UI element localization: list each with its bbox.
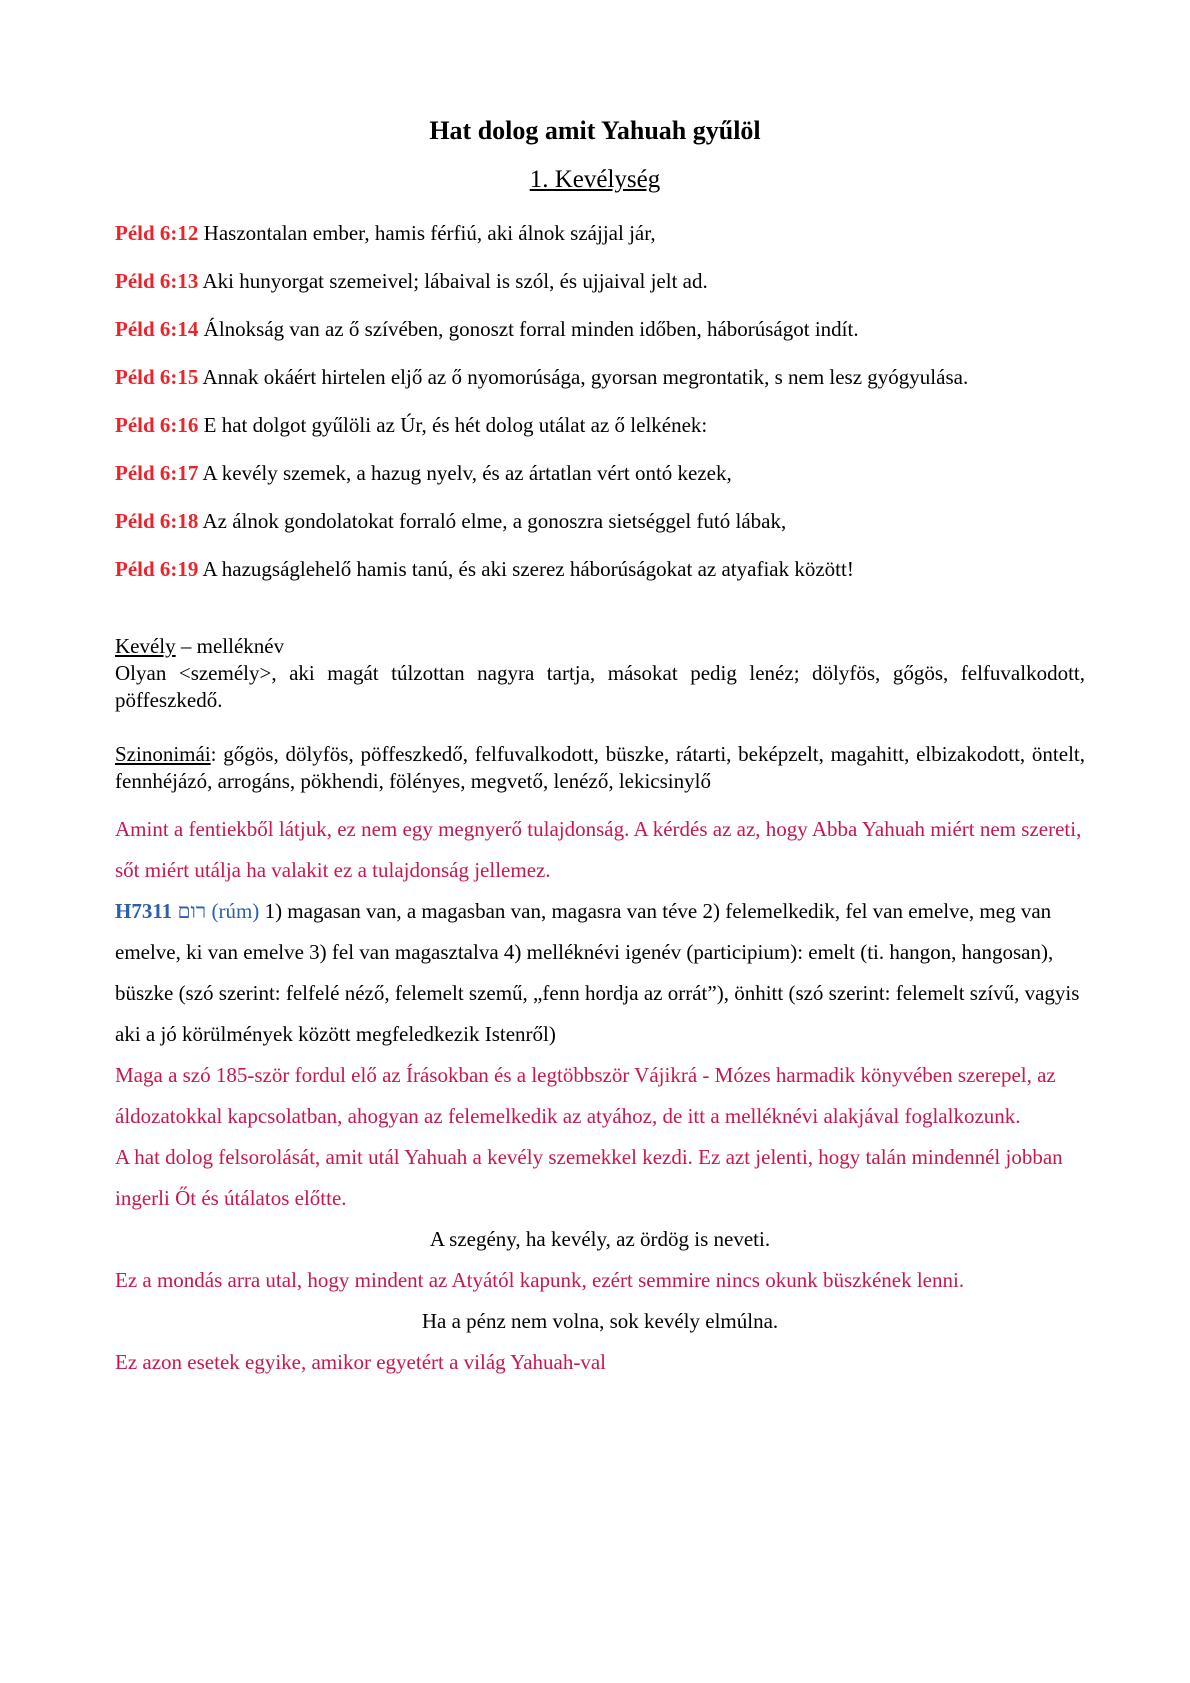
definition-pos: – melléknév (175, 634, 285, 658)
verse-text: E hat dolgot gyűlöli az Úr, és hét dolog utálat az ő lelkének: (198, 413, 708, 437)
synonyms (115, 741, 1085, 795)
verse-text: A kevély szemek, a hazug nyelv, és az ártatlan vért ontó kezek, (198, 461, 732, 485)
verse (115, 405, 1085, 445)
definition-word: Kevély (115, 634, 176, 658)
spacer (115, 795, 1085, 809)
verse-text: Álnokság van az ő szívében, gonoszt forral minden időben, háborúságot indít. (198, 317, 859, 341)
strong-translit: (rúm) (206, 899, 260, 923)
proverb: Ha a pénz nem volna, sok kevély elmúlna. (421, 1309, 779, 1333)
section-heading-text: 1. Kevélység (529, 166, 661, 193)
verse-text: Annak okáért hirtelen eljő az ő nyomorúsága, gyorsan megrontatik, s nem lesz gyógyulása. (198, 365, 969, 389)
verse (115, 309, 1085, 349)
strong-code: H7311 (115, 899, 173, 923)
verse-ref: Péld 6:13 (115, 269, 199, 293)
verse-ref: Péld 6:19 (115, 557, 199, 581)
verse (115, 213, 1085, 253)
verse-text: Aki hunyorgat szemeivel; lábaival is szól, és ujjaival jelt ad. (198, 269, 708, 293)
synonyms-text: : gőgös, dölyfös, pöffeszkedő, felfuvalkodott, büszke, rátarti, beképzelt, magahitt, elbizakodott, öntelt, fennhéjázó, arrogáns, pökhendi, fölényes, megvető, lenéző, lekicsinylő (115, 742, 1085, 793)
verse (115, 453, 1085, 493)
section-heading (0, 164, 1190, 196)
commentary-paragraph: A hat dolog felsorolását, amit utál Yahuah a kevély szemekkel kezdi. Ez azt jelenti, hogy talán mindennél jobban ingerli Őt és útálatos előtte. (115, 1145, 1063, 1210)
definition-text: Olyan <személy>, aki magát túlzottan nagyra tartja, másokat pedig lenéz; dölyfös, gőgös, felfuvalkodott, pöffeszkedő. (115, 661, 1085, 712)
spacer (115, 714, 1085, 741)
commentary-paragraph: Maga a szó 185-ször fordul elő az Írásokban és a legtöbbször Vájikrá - Mózes harmadik könyvében szerepel, az áldozatokkal kapcsolatban, ahogyan az felemelkedik az atyához, de itt a melléknévi alakjával foglalkozunk. (115, 1063, 1056, 1128)
verse-ref: Péld 6:14 (115, 317, 199, 341)
commentary-paragraph: Ez a mondás arra utal, hogy mindent az Atyától kapunk, ezért semmire nincs okunk büszkének lenni. (115, 1268, 965, 1292)
synonyms-label: Szinonimái (115, 742, 211, 766)
proverb: A szegény, ha kevély, az ördög is neveti. (429, 1227, 771, 1251)
verse-text: Haszontalan ember, hamis férfiú, aki álnok szájjal jár, (198, 221, 656, 245)
verse-text: A hazugságlehelő hamis tanú, és aki szerez háborúságokat az atyafiak között! (198, 557, 854, 581)
strong-text: 1) magasan van, a magasban van, magasra van téve 2) felemelkedik, fel van emelve, meg van emelve, ki van emelve 3) fel van magasztalva 4) melléknévi igenév (participium): emelt (ti. hangon, hangosan), büszke (szó szerint: felfelé néző, felemelt szemű, „fenn hordja az orrát”), önhitt (szó szerint: felemelt szívű, vagyis aki a jó körülmények között megfeledkezik Istenről) (115, 899, 1080, 1046)
verse (115, 357, 1085, 397)
verse (115, 501, 1085, 541)
verse-ref: Péld 6:18 (115, 509, 199, 533)
verse (115, 261, 1085, 301)
definition-heading (115, 633, 1085, 660)
strong-hebrew: רום (172, 899, 207, 923)
document-body (115, 213, 1085, 1383)
verse-ref: Péld 6:15 (115, 365, 199, 389)
verse-ref: Péld 6:12 (115, 221, 199, 245)
spacer (115, 597, 1085, 633)
verse-ref: Péld 6:16 (115, 413, 199, 437)
verse-text: Az álnok gondolatokat forraló elme, a gonoszra sietséggel futó lábak, (198, 509, 787, 533)
verse (115, 549, 1085, 589)
strong-ref (115, 899, 259, 923)
page-title: Hat dolog amit Yahuah gyűlöl (429, 116, 761, 145)
commentary-paragraph: Ez azon esetek egyike, amikor egyetért a világ Yahuah-val (115, 1350, 606, 1374)
strong-definition (115, 891, 1085, 1055)
verse-ref: Péld 6:17 (115, 461, 199, 485)
commentary-paragraph: Amint a fentiekből látjuk, ez nem egy megnyerő tulajdonság. A kérdés az az, hogy Abba Yahuah miért nem szereti, sőt miért utálja ha valakit ez a tulajdonság jellemez. (115, 817, 1082, 882)
